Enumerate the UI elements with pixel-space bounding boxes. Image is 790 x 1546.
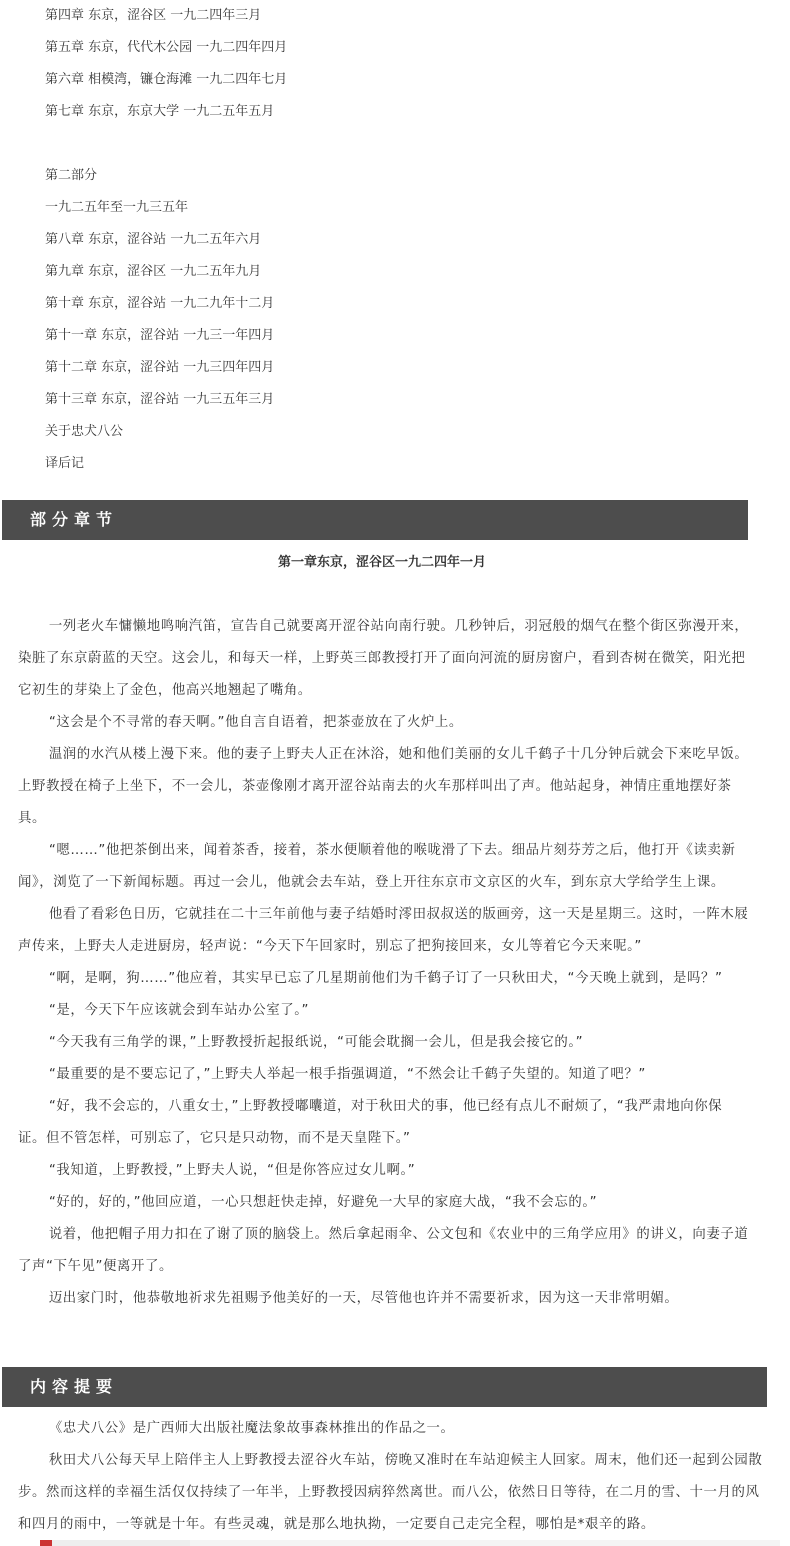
paragraph: “这会是个不寻常的春天啊。”他自言自语着，把茶壶放在了火炉上。 bbox=[48, 715, 463, 730]
excerpt-text bbox=[18, 611, 750, 1315]
summary-text bbox=[18, 1413, 770, 1541]
paragraph: “最重要的是不要忘记了，”上野夫人举起一根手指强调道，“不然会让千鹤子失望的。知道了吧？” bbox=[48, 1067, 646, 1082]
toc-item: 第二部分 bbox=[45, 168, 98, 183]
toc-item bbox=[45, 128, 287, 160]
paragraph: “好的，好的，”他回应道，一心只想赶快走掉，好避免一大早的家庭大战，“我不会忘的。” bbox=[48, 1195, 598, 1210]
toc-item: 第十一章 东京，涩谷站 一九三一年四月 bbox=[45, 328, 275, 343]
toc-item: 第九章 东京，涩谷区 一九二五年九月 bbox=[45, 264, 262, 279]
paragraph: “嗯……”他把茶倒出来，闻着茶香，接着，茶水便顺着他的喉咙滑了下去。细品片刻芬芳之后，他打开《读卖新闻》，浏览了一下新闻标题。再过一会儿，他就会去车站，登上开往东京市文京区的火车，到东京大学给学生上课。 bbox=[18, 843, 736, 890]
toc-item: 第十章 东京，涩谷站 一九二九年十二月 bbox=[45, 296, 275, 311]
paragraph: “我知道，上野教授，”上野夫人说，“但是你答应过女儿啊。” bbox=[48, 1163, 416, 1178]
paragraph: 说着，他把帽子用力扣在了谢了顶的脑袋上。然后拿起雨伞、公文包和《农业中的三角学应用》的讲义，向妻子道了声“下午见”便离开了。 bbox=[18, 1227, 749, 1274]
toc-item: 第五章 东京，代代木公园 一九二四年四月 bbox=[45, 40, 288, 55]
toc-item: 译后记 bbox=[45, 456, 85, 471]
paragraph: “今天我有三角学的课，”上野教授折起报纸说，“可能会耽搁一会儿，但是我会接它的。” bbox=[48, 1035, 584, 1050]
toc-item: 关于忠犬八公 bbox=[45, 424, 124, 439]
paragraph: 迈出家门时，他恭敬地祈求先祖赐予他美好的一天，尽管他也许并不需要祈求，因为这一天非常明媚。 bbox=[48, 1291, 679, 1306]
image-strip bbox=[40, 1540, 780, 1546]
paragraph: 《忠犬八公》是广西师大出版社魔法象故事森林推出的作品之一。 bbox=[48, 1421, 455, 1436]
paragraph: 秋田犬八公每天早上陪伴主人上野教授去涩谷火车站，傍晚又准时在车站迎候主人回家。周末，他们还一起到公园散步。然而这样的幸福生活仅仅持续了一年半，上野教授因病猝然离世。而八公，依然日日等待，在二月的雪、十一月的风和四月的雨中，一等就是十年。有些灵魂，就是那么地执拗，一定要自己走完全程，哪怕是*艰辛的路。 bbox=[18, 1453, 763, 1532]
toc-item: 第四章 东京，涩谷区 一九二四年三月 bbox=[45, 8, 262, 23]
paragraph: 温润的水汽从楼上漫下来。他的妻子上野夫人正在沐浴，她和他们美丽的女儿千鹤子十几分钟后就会下来吃早饭。上野教授在椅子上坐下，不一会儿，茶壶像刚才离开涩谷站南去的火车那样叫出了声。他站起身，神情庄重地摆好茶具。 bbox=[18, 747, 749, 826]
toc-item: 第七章 东京，东京大学 一九二五年五月 bbox=[45, 104, 275, 119]
toc-item: 第八章 东京，涩谷站 一九二五年六月 bbox=[45, 232, 262, 247]
toc-item: 第六章 相模湾，镰仓海滩 一九二四年七月 bbox=[45, 72, 288, 87]
toc-item: 第十三章 东京，涩谷站 一九三五年三月 bbox=[45, 392, 275, 407]
chapter-title: 第一章东京，涩谷区一九二四年一月 bbox=[277, 555, 486, 570]
paragraph: “啊，是啊，狗……”他应着，其实早已忘了几星期前他们为千鹤子订了一只秋田犬，“今天晚上就到，是吗？” bbox=[48, 971, 723, 986]
paragraph: “是，今天下午应该就会到车站办公室了。” bbox=[48, 1003, 310, 1018]
paragraph: 他看了看彩色日历，它就挂在二十三年前他与妻子结婚时澪田叔叔送的版画旁，这一天是星期三。这时，一阵木屐声传来，上野夫人走进厨房，轻声说：“今天下午回家时，别忘了把狗接回来，女儿等着它今天来呢。” bbox=[18, 907, 749, 954]
summary-section-header: 内容提要 bbox=[2, 1367, 767, 1407]
table-of-contents bbox=[45, 0, 287, 480]
excerpt-section-header: 部分章节 bbox=[2, 500, 748, 540]
toc-item: 第十二章 东京，涩谷站 一九三四年四月 bbox=[45, 360, 275, 375]
toc-item: 一九二五年至一九三五年 bbox=[45, 200, 189, 215]
paragraph: “好，我不会忘的，八重女士，”上野教授嘟囔道，对于秋田犬的事，他已经有点儿不耐烦了，“我严肃地向你保证。但不管怎样，可别忘了，它只是只动物，而不是天皇陛下。” bbox=[18, 1099, 723, 1146]
paragraph: 一列老火车慵懒地鸣响汽笛，宣告自己就要离开涩谷站向南行驶。几秒钟后，羽冠般的烟气在整个街区弥漫开来，染脏了东京蔚蓝的天空。这会儿，和每天一样，上野英三郎教授打开了面向河流的厨房窗户，看到杏树在微笑，阳光把它初生的芽染上了金色，他高兴地翘起了嘴角。 bbox=[18, 619, 749, 698]
